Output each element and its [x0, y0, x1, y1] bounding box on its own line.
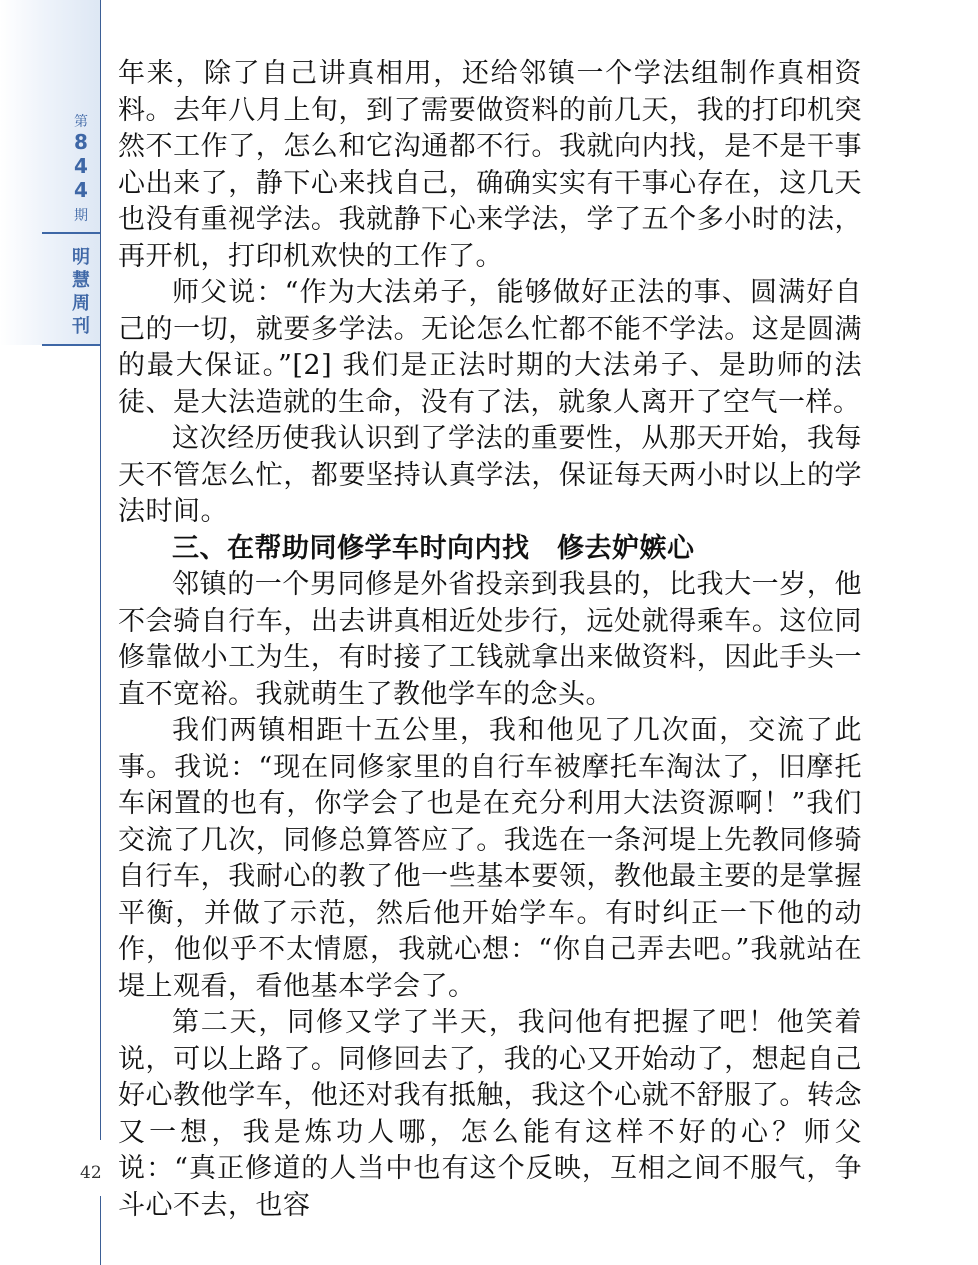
paragraph: 我们两镇相距十五公里，我和他见了几次面，交流了此事。我说：“现在同修家里的自行车被摩托车淘汰了，旧摩托车闲置的也有，你学会了也是在充分利用大法资源啊！”我们交流了几次，同修总算答应了。我选在一条河堤上先教同修骑自行车，我耐心的教了他一些基本要领，教他最主要的是掌握平衡，并做了示范，然后他开始学车。有时纠正一下他的动作，他似乎不太情愿，我就心想：“你自己弄去吧。”我就站在堤上观看，看他基本学会了。 — [118, 715, 862, 1002]
publication-char: 刊 — [72, 316, 90, 337]
paragraph: 年来，除了自己讲真相用，还给邻镇一个学法组制作真相资料。去年八月上旬，到了需要做资料的前几天，我的打印机突然不工作了，怎么和它沟通都不行。我就向内找，是不是干事心出来了，静下心来找自己，确确实实有干事心存在，这几天也没有重视学法。我就静下心来学法，学了五个多小时的法，再开机，打印机欢快的工作了。 — [118, 58, 862, 272]
issue-digit: 4 — [74, 154, 88, 178]
issue-digit: 8 — [74, 130, 88, 154]
paragraph: 第二天，同修又学了半天，我问他有把握了吧！他笑着说，可以上路了。同修回去了，我的心又开始动了，想起自己好心教他学车，他还对我有抵触，我这个心就不舒服了。转念又一想，我是炼功人哪，怎么能有这样不好的心？师父说：“真正修道的人当中也有这个反映，互相之间不服气，争斗心不去，也容 — [118, 1007, 862, 1221]
section-heading: 三、在帮助同修学车时向内找 修去妒嫉心 — [172, 532, 695, 564]
paragraph: 这次经历使我认识到了学法的重要性，从那天开始，我每天不管怎么忙，都要坚持认真学法，保证每天两小时以上的学法时间。 — [118, 423, 862, 527]
publication-char: 慧 — [72, 270, 90, 291]
article-body — [118, 56, 862, 1224]
paragraph: 师父说：“作为大法弟子，能够做好正法的事、圆满好自己的一切，就要多学法。无论怎么忙都不能不学法。这是圆满的最大保证。”[2] 我们是正法时期的大法弟子、是助师的法徒、是大法造就的生命，没有了法，就象人离开了空气一样。 — [118, 277, 862, 418]
divider-top — [42, 232, 100, 234]
issue-number — [62, 130, 100, 202]
issue-suffix: 期 — [74, 208, 88, 224]
publication-name — [62, 246, 100, 338]
publication-char: 明 — [72, 247, 90, 268]
paragraph: 邻镇的一个男同修是外省投亲到我县的，比我大一岁，他不会骑自行车，出去讲真相近处步行，远处就得乘车。这位同修靠做小工为生，有时接了工钱就拿出来做资料，因此手头一直不宽裕。我就萌生了教他学车的念头。 — [118, 569, 862, 710]
issue-prefix: 第 — [74, 114, 88, 130]
publication-char: 周 — [72, 293, 90, 314]
margin-rule — [100, 0, 101, 1265]
divider-bottom — [42, 344, 100, 346]
sidebar — [0, 0, 101, 1265]
page-number: 42 — [80, 1163, 102, 1183]
issue-digit: 4 — [74, 178, 88, 202]
